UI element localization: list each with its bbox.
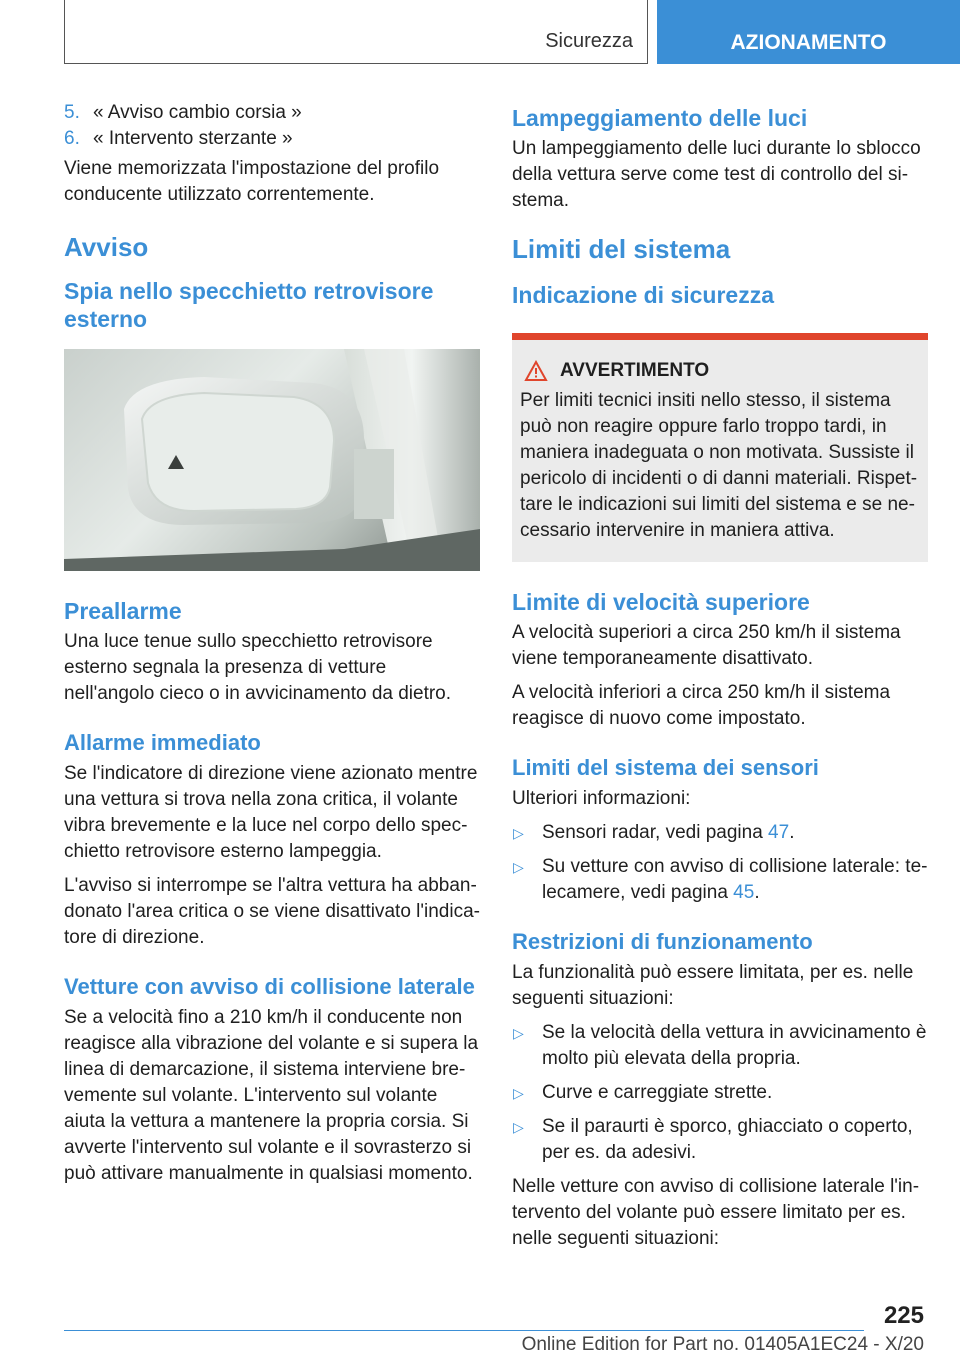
triangle-bullet-icon: ▷	[513, 1085, 524, 1101]
list-text: « Avviso cambio corsia »	[93, 102, 302, 123]
header-chapter-tab[interactable]	[657, 0, 960, 64]
list-item	[64, 100, 480, 126]
list-text: Sensori radar, vedi pagina 47.	[542, 822, 795, 843]
list-text: « Intervento sterzante »	[93, 128, 293, 149]
velocita-paragraph-2: A velocità inferiori a circa 250 km/h il sistema reagisce di nuovo come impostato.	[512, 682, 891, 729]
list-text: Su vetture con avviso di collisione laterale: telecamere, vedi pagina 45.	[542, 856, 928, 903]
list-text: Curve e carreggiate strette.	[542, 1082, 773, 1103]
warning-icon	[524, 360, 548, 382]
final-paragraph: Nelle vetture con avviso di collisione laterale l'intervento del volante può essere limitato per es. nelle seguenti situazioni:	[512, 1176, 920, 1249]
mirror-illustration	[64, 349, 480, 571]
page-link[interactable]: 45	[733, 882, 755, 903]
list-text: Se il paraurti è sporco, ghiacciato o coperto, per es. da adesivi.	[542, 1116, 913, 1163]
lampeggiamento-paragraph: Un lampeggiamento delle luci durante lo sblocco della vettura serve come test di controllo del sistema.	[512, 138, 921, 211]
page-number: 225	[883, 1302, 924, 1329]
triangle-bullet-icon: ▷	[513, 1119, 524, 1135]
vetture-paragraph: Se a velocità fino a 210 km/h il conducente non reagisce alla vibrazione del volante e si supera la linea di demarcazione, il sistema interviene brevemente sul volante. L'intervento sul volante aiuta la vettura a mantenere la propria corsia. Si avverte l'intervento sul volante e il sovrasterzo si può attivare manualmente in qualsiasi momento.	[64, 1007, 479, 1184]
heading-avviso: Avviso	[64, 232, 149, 262]
page-link[interactable]: 47	[768, 822, 790, 843]
list-item	[512, 1080, 928, 1106]
heading-restrizioni: Restrizioni di funzionamento	[512, 929, 813, 954]
heading-allarme: Allarme immediato	[64, 730, 261, 755]
heading-lampeggiamento: Lampeggiamento delle luci	[512, 105, 808, 131]
list-item	[512, 820, 928, 846]
allarme-paragraph-1: Se l'indicatore di direzione viene azionato mentre una vettura si trova nella zona critica, il volante vibra brevemente e la luce nel corpo dello specchietto retrovisore esterno lampeggia.	[64, 763, 478, 862]
heading-spia: Spia nello specchietto retrovisore esterno	[64, 278, 434, 332]
heading-indicazione: Indicazione di sicurezza	[512, 282, 775, 308]
header-section-box	[64, 0, 648, 64]
preallarme-paragraph: Una luce tenue sullo specchietto retrovisore esterno segnala la presenza di vetture nell'angolo cieco o in avvicinamento da dietro.	[64, 631, 452, 704]
heading-sensori: Limiti del sistema dei sensori	[512, 755, 819, 780]
triangle-bullet-icon: ▷	[513, 825, 524, 841]
list-item	[512, 1114, 928, 1166]
warning-title-text: AVVERTIMENTO	[560, 360, 710, 381]
warning-body: Per limiti tecnici insiti nello stesso, il sistema può non reagire oppure farlo troppo tardi, in maniera inadeguata o non motivata. Sussiste il pericolo di incidenti o di danni materiali. Rispettare le indicazioni sui limiti del sistema e se necessario intervenire in maniera attiva.	[520, 390, 918, 541]
heading-limiti: Limiti del sistema	[512, 234, 731, 264]
header-section-title: Sicurezza	[545, 30, 633, 52]
list-item	[64, 126, 480, 152]
profile-paragraph: Viene memorizzata l'impostazione del profilo conducente utilizzato correntemente.	[64, 158, 440, 205]
list-text: Se la velocità della vettura in avvicinamento è molto più elevata della propria.	[542, 1022, 927, 1069]
list-item	[512, 1020, 928, 1072]
list-item	[512, 854, 928, 906]
heading-vetture-collisione: Vetture con avviso di collisione laterale	[64, 974, 475, 999]
right-column	[512, 100, 928, 1260]
footer-divider	[64, 1330, 864, 1331]
list-number: 6.	[64, 128, 80, 149]
list-number: 5.	[64, 102, 80, 123]
sensori-paragraph: Ulteriori informazioni:	[512, 788, 691, 809]
warning-box	[512, 333, 928, 562]
header-tab-label: AZIONAMENTO	[730, 31, 887, 54]
heading-velocita: Limite di velocità superiore	[512, 589, 810, 615]
warning-title	[520, 360, 918, 382]
triangle-bullet-icon: ▷	[513, 859, 524, 875]
left-column	[64, 100, 480, 1195]
heading-preallarme: Preallarme	[64, 598, 182, 624]
allarme-paragraph-2: L'avviso si interrompe se l'altra vettura ha abbandonato l'area critica o se viene disattivato l'indicatore di direzione.	[64, 875, 480, 948]
restrizioni-paragraph: La funzionalità può essere limitata, per es. nelle seguenti situazioni:	[512, 962, 914, 1009]
footer-text: Online Edition for Part no. 01405A1EC24 - X/20	[521, 1334, 924, 1355]
mirror-image	[64, 349, 480, 571]
triangle-bullet-icon: ▷	[513, 1025, 524, 1041]
velocita-paragraph-1: A velocità superiori a circa 250 km/h il sistema viene temporaneamente disattivato.	[512, 622, 901, 669]
